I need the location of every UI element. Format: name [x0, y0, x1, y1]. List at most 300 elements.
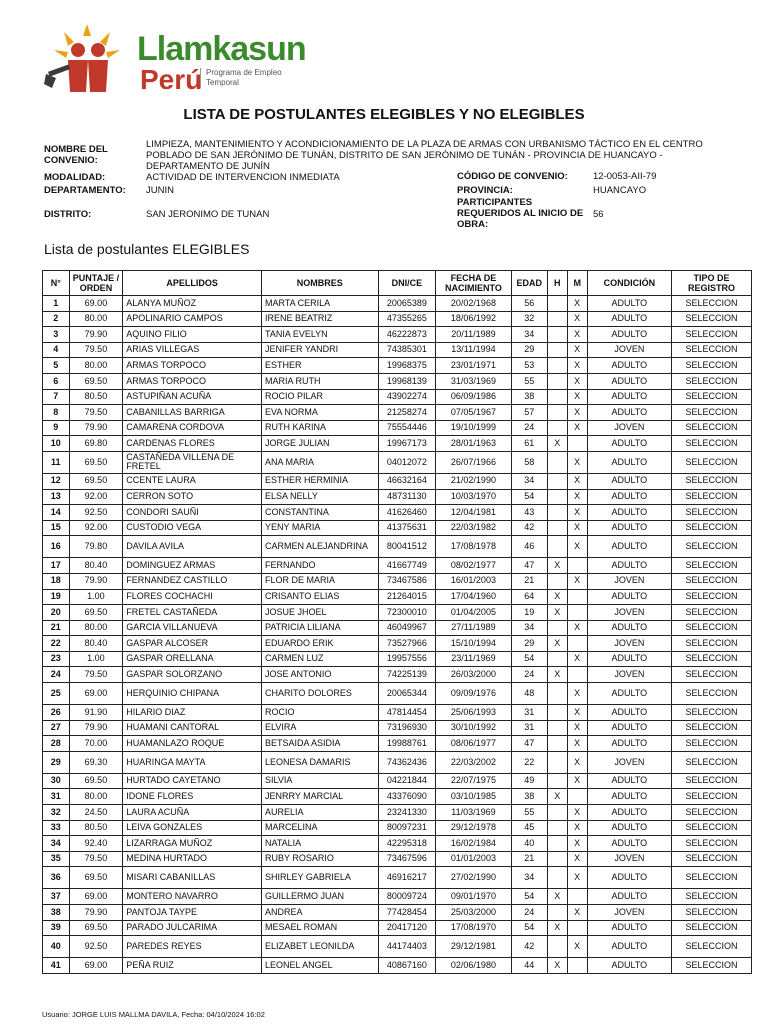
cell-fecha-nacimiento: 16/02/1984	[436, 836, 511, 852]
cell-dni: 40867160	[378, 958, 436, 974]
cell-nombres: GUILLERMO JUAN	[261, 889, 378, 905]
cell-nombres: CRISANTO ELIAS	[261, 589, 378, 605]
cell-tipo-registro: SELECCION	[672, 867, 752, 889]
table-row	[43, 436, 752, 452]
cell-h	[547, 805, 567, 821]
cell-puntaje: 79.50	[69, 851, 123, 867]
cell-puntaje: 92.00	[69, 520, 123, 536]
workers-emblem-icon	[42, 22, 132, 94]
cell-apellidos: HUARINGA MAYTA	[123, 751, 262, 773]
cell-apellidos: CUSTODIO VEGA	[123, 520, 262, 536]
cell-puntaje: 92.50	[69, 936, 123, 958]
cell-condicion: ADULTO	[587, 358, 671, 374]
cell-edad: 29	[511, 636, 547, 652]
cell-puntaje: 79.90	[69, 420, 123, 436]
table-row	[43, 651, 752, 667]
cell-row-num: 4	[43, 342, 70, 358]
table-row	[43, 405, 752, 421]
cell-h: X	[547, 667, 567, 683]
cell-dni: 46916217	[378, 867, 436, 889]
table-row	[43, 905, 752, 921]
cell-edad: 43	[511, 505, 547, 521]
logo-subtitle	[200, 68, 282, 88]
cell-h	[547, 836, 567, 852]
cell-h	[547, 651, 567, 667]
cell-fecha-nacimiento: 22/03/1982	[436, 520, 511, 536]
cell-h	[547, 936, 567, 958]
table-row	[43, 358, 752, 374]
cell-edad: 42	[511, 936, 547, 958]
cell-tipo-registro: SELECCION	[672, 520, 752, 536]
cell-m	[567, 789, 587, 805]
cell-condicion: JOVEN	[587, 420, 671, 436]
cell-puntaje: 79.90	[69, 327, 123, 343]
cell-tipo-registro: SELECCION	[672, 836, 752, 852]
cell-tipo-registro: SELECCION	[672, 851, 752, 867]
cell-edad: 54	[511, 489, 547, 505]
cell-condicion: ADULTO	[587, 327, 671, 343]
cell-edad: 38	[511, 789, 547, 805]
cell-apellidos: CARDENAS FLORES	[123, 436, 262, 452]
cell-dni: 74385301	[378, 342, 436, 358]
cell-fecha-nacimiento: 22/03/2002	[436, 751, 511, 773]
cell-fecha-nacimiento: 28/01/1963	[436, 436, 511, 452]
cell-edad: 40	[511, 836, 547, 852]
cell-edad: 45	[511, 820, 547, 836]
cell-edad: 54	[511, 920, 547, 936]
cell-tipo-registro: SELECCION	[672, 405, 752, 421]
cell-m: X	[567, 705, 587, 721]
provincia-label: PROVINCIA:	[457, 185, 513, 196]
cell-puntaje: 69.50	[69, 605, 123, 621]
cell-apellidos: GARCIA VILLANUEVA	[123, 620, 262, 636]
distrito-value: SAN JERONIMO DE TUNAN	[146, 209, 270, 220]
cell-apellidos: PAREDES REYES	[123, 936, 262, 958]
cell-fecha-nacimiento: 25/03/2000	[436, 905, 511, 921]
cell-tipo-registro: SELECCION	[672, 342, 752, 358]
cell-tipo-registro: SELECCION	[672, 620, 752, 636]
table-row	[43, 620, 752, 636]
cell-edad: 46	[511, 536, 547, 558]
table-row	[43, 683, 752, 705]
cell-h	[547, 473, 567, 489]
cell-tipo-registro: SELECCION	[672, 751, 752, 773]
cell-condicion: ADULTO	[587, 405, 671, 421]
table-row	[43, 473, 752, 489]
cell-m: X	[567, 905, 587, 921]
cell-puntaje: 79.90	[69, 905, 123, 921]
cell-condicion: JOVEN	[587, 905, 671, 921]
table-row	[43, 573, 752, 589]
table-body	[43, 296, 752, 974]
cell-h	[547, 520, 567, 536]
cell-apellidos: LEIVA GONZALES	[123, 820, 262, 836]
cell-m	[567, 636, 587, 652]
cell-edad: 49	[511, 773, 547, 789]
cell-row-num: 11	[43, 451, 70, 473]
cell-tipo-registro: SELECCION	[672, 651, 752, 667]
departamento-value: JUNIN	[146, 185, 174, 196]
cell-row-num: 26	[43, 705, 70, 721]
cell-puntaje: 69.50	[69, 451, 123, 473]
cell-dni: 75554446	[378, 420, 436, 436]
cell-dni: 19968375	[378, 358, 436, 374]
cell-nombres: PATRICIA LILIANA	[261, 620, 378, 636]
logo-peru: Perú	[140, 64, 203, 95]
cell-edad: 34	[511, 327, 547, 343]
cell-fecha-nacimiento: 08/02/1977	[436, 558, 511, 574]
cell-dni: 43376090	[378, 789, 436, 805]
cell-puntaje: 69.00	[69, 683, 123, 705]
cell-puntaje: 80.00	[69, 311, 123, 327]
cell-row-num: 2	[43, 311, 70, 327]
cell-h: X	[547, 958, 567, 974]
cell-apellidos: HUAMANLAZO ROQUE	[123, 736, 262, 752]
cell-row-num: 30	[43, 773, 70, 789]
cell-m: X	[567, 296, 587, 312]
cell-dni: 73467596	[378, 851, 436, 867]
cell-condicion: ADULTO	[587, 805, 671, 821]
cell-nombres: MARCELINA	[261, 820, 378, 836]
cell-fecha-nacimiento: 22/07/1975	[436, 773, 511, 789]
cell-dni: 19968139	[378, 373, 436, 389]
cell-m	[567, 605, 587, 621]
cell-row-num: 14	[43, 505, 70, 521]
cell-apellidos: CABANILLAS BARRIGA	[123, 405, 262, 421]
cell-fecha-nacimiento: 27/11/1989	[436, 620, 511, 636]
cell-nombres: EVA NORMA	[261, 405, 378, 421]
cell-tipo-registro: SELECCION	[672, 505, 752, 521]
cell-apellidos: ALANYA MUÑOZ	[123, 296, 262, 312]
cell-row-num: 9	[43, 420, 70, 436]
cell-edad: 64	[511, 589, 547, 605]
cell-puntaje: 80.00	[69, 789, 123, 805]
cell-apellidos: DOMINGUEZ ARMAS	[123, 558, 262, 574]
cell-dni: 43902274	[378, 389, 436, 405]
cell-edad: 22	[511, 751, 547, 773]
cell-condicion: ADULTO	[587, 867, 671, 889]
cell-m: X	[567, 327, 587, 343]
cell-tipo-registro: SELECCION	[672, 820, 752, 836]
cell-nombres: ROCIO PILAR	[261, 389, 378, 405]
cell-apellidos: LAURA ACUÑA	[123, 805, 262, 821]
cell-condicion: JOVEN	[587, 636, 671, 652]
cell-m: X	[567, 620, 587, 636]
cell-tipo-registro: SELECCION	[672, 683, 752, 705]
cell-condicion: JOVEN	[587, 342, 671, 358]
footer-user-date: Usuario: JORGE LUIS MALLMA DAVILA, Fecha: 04/10/2024 16:02	[42, 1010, 265, 1019]
table-row	[43, 311, 752, 327]
cell-apellidos: GASPAR SOLORZANO	[123, 667, 262, 683]
cell-dni: 04012072	[378, 451, 436, 473]
cell-m: X	[567, 405, 587, 421]
header-num: N°	[43, 271, 70, 296]
table-row	[43, 836, 752, 852]
cell-row-num: 6	[43, 373, 70, 389]
cell-apellidos: GASPAR ALCOSER	[123, 636, 262, 652]
table-row	[43, 296, 752, 312]
cell-condicion: ADULTO	[587, 389, 671, 405]
cell-apellidos: HURTADO CAYETANO	[123, 773, 262, 789]
cell-fecha-nacimiento: 17/08/1970	[436, 920, 511, 936]
cell-fecha-nacimiento: 17/08/1978	[436, 536, 511, 558]
cell-tipo-registro: SELECCION	[672, 573, 752, 589]
cell-m: X	[567, 851, 587, 867]
cell-apellidos: MONTERO NAVARRO	[123, 889, 262, 905]
cell-nombres: TANIA EVELYN	[261, 327, 378, 343]
cell-row-num: 3	[43, 327, 70, 343]
cell-nombres: JORGE JULIAN	[261, 436, 378, 452]
cell-tipo-registro: SELECCION	[672, 473, 752, 489]
cell-dni: 73527966	[378, 636, 436, 652]
cell-m: X	[567, 473, 587, 489]
cell-h	[547, 751, 567, 773]
cell-apellidos: CERRON SOTO	[123, 489, 262, 505]
participantes-label: PARTICIPANTES REQUERIDOS AL INICIO DE OBRA:	[457, 197, 584, 230]
cell-row-num: 8	[43, 405, 70, 421]
table-row	[43, 773, 752, 789]
cell-m: X	[567, 683, 587, 705]
cell-m: X	[567, 573, 587, 589]
cell-condicion: ADULTO	[587, 451, 671, 473]
cell-m: X	[567, 373, 587, 389]
cell-tipo-registro: SELECCION	[672, 373, 752, 389]
cell-condicion: ADULTO	[587, 705, 671, 721]
cell-fecha-nacimiento: 30/10/1992	[436, 720, 511, 736]
cell-apellidos: CONDORI SAUÑI	[123, 505, 262, 521]
cell-h	[547, 536, 567, 558]
cell-apellidos: CAMARENA CORDOVA	[123, 420, 262, 436]
cell-puntaje: 69.50	[69, 773, 123, 789]
cell-row-num: 34	[43, 836, 70, 852]
cell-condicion: ADULTO	[587, 589, 671, 605]
cell-m: X	[567, 736, 587, 752]
cell-puntaje: 24.50	[69, 805, 123, 821]
table-row	[43, 451, 752, 473]
codigo-label: CÓDIGO DE CONVENIO:	[457, 171, 568, 182]
cell-m	[567, 436, 587, 452]
cell-edad: 38	[511, 389, 547, 405]
cell-nombres: CARMEN LUZ	[261, 651, 378, 667]
cell-fecha-nacimiento: 12/04/1981	[436, 505, 511, 521]
cell-row-num: 5	[43, 358, 70, 374]
cell-edad: 57	[511, 405, 547, 421]
table-row	[43, 605, 752, 621]
cell-puntaje: 79.50	[69, 342, 123, 358]
cell-puntaje: 1.00	[69, 651, 123, 667]
table-row	[43, 958, 752, 974]
table-row	[43, 489, 752, 505]
cell-row-num: 22	[43, 636, 70, 652]
cell-condicion: JOVEN	[587, 751, 671, 773]
cell-fecha-nacimiento: 18/06/1992	[436, 311, 511, 327]
cell-fecha-nacimiento: 06/09/1986	[436, 389, 511, 405]
convenio-label: NOMBRE DEL CONVENIO:	[44, 144, 108, 166]
cell-condicion: ADULTO	[587, 720, 671, 736]
cell-puntaje: 80.40	[69, 558, 123, 574]
cell-row-num: 13	[43, 489, 70, 505]
cell-fecha-nacimiento: 29/12/1981	[436, 936, 511, 958]
cell-h: X	[547, 636, 567, 652]
cell-h: X	[547, 558, 567, 574]
cell-m: X	[567, 342, 587, 358]
cell-m: X	[567, 836, 587, 852]
cell-apellidos: PARADO JULCARIMA	[123, 920, 262, 936]
cell-h: X	[547, 589, 567, 605]
header-apellidos: APELLIDOS	[123, 271, 262, 296]
cell-condicion: ADULTO	[587, 505, 671, 521]
table-row	[43, 820, 752, 836]
cell-tipo-registro: SELECCION	[672, 773, 752, 789]
cell-h	[547, 489, 567, 505]
cell-condicion: ADULTO	[587, 311, 671, 327]
cell-h	[547, 867, 567, 889]
cell-row-num: 40	[43, 936, 70, 958]
cell-h	[547, 683, 567, 705]
cell-nombres: SHIRLEY GABRIELA	[261, 867, 378, 889]
cell-tipo-registro: SELECCION	[672, 558, 752, 574]
cell-h: X	[547, 436, 567, 452]
cell-h	[547, 358, 567, 374]
logo-subtitle-line1: Programa de Empleo	[206, 68, 282, 77]
cell-edad: 29	[511, 342, 547, 358]
cell-h	[547, 373, 567, 389]
logo-subtitle-line2: Temporal	[206, 78, 239, 87]
table-row	[43, 636, 752, 652]
cell-condicion: ADULTO	[587, 436, 671, 452]
cell-h	[547, 389, 567, 405]
cell-nombres: LEONEL ANGEL	[261, 958, 378, 974]
cell-m: X	[567, 489, 587, 505]
cell-fecha-nacimiento: 17/04/1960	[436, 589, 511, 605]
cell-tipo-registro: SELECCION	[672, 489, 752, 505]
cell-row-num: 27	[43, 720, 70, 736]
cell-condicion: ADULTO	[587, 620, 671, 636]
cell-row-num: 12	[43, 473, 70, 489]
cell-row-num: 20	[43, 605, 70, 621]
cell-puntaje: 80.00	[69, 620, 123, 636]
cell-condicion: ADULTO	[587, 683, 671, 705]
table-row	[43, 867, 752, 889]
cell-dni: 46222873	[378, 327, 436, 343]
cell-row-num: 25	[43, 683, 70, 705]
cell-row-num: 16	[43, 536, 70, 558]
cell-m: X	[567, 651, 587, 667]
cell-puntaje: 69.50	[69, 373, 123, 389]
cell-nombres: MARIA RUTH	[261, 373, 378, 389]
cell-fecha-nacimiento: 09/09/1976	[436, 683, 511, 705]
table-row	[43, 505, 752, 521]
cell-nombres: MESAEL ROMAN	[261, 920, 378, 936]
cell-fecha-nacimiento: 01/04/2005	[436, 605, 511, 621]
cell-apellidos: ASTUPIÑAN ACUÑA	[123, 389, 262, 405]
table-row	[43, 536, 752, 558]
cell-condicion: ADULTO	[587, 936, 671, 958]
cell-nombres: JOSE ANTONIO	[261, 667, 378, 683]
cell-row-num: 24	[43, 667, 70, 683]
cell-condicion: ADULTO	[587, 789, 671, 805]
provincia-value: HUANCAYO	[593, 185, 647, 196]
cell-edad: 34	[511, 473, 547, 489]
cell-dni: 41667749	[378, 558, 436, 574]
cell-row-num: 35	[43, 851, 70, 867]
cell-apellidos: FRETEL CASTAÑEDA	[123, 605, 262, 621]
cell-apellidos: CASTAÑEDA VILLENA DE FRETEL	[123, 451, 262, 473]
cell-dni: 80009724	[378, 889, 436, 905]
cell-nombres: ANDREA	[261, 905, 378, 921]
modalidad-value: ACTIVIDAD DE INTERVENCION INMEDIATA	[146, 172, 340, 183]
cell-puntaje: 69.50	[69, 473, 123, 489]
cell-edad: 55	[511, 373, 547, 389]
cell-edad: 31	[511, 705, 547, 721]
cell-apellidos: IDONE FLORES	[123, 789, 262, 805]
cell-tipo-registro: SELECCION	[672, 889, 752, 905]
cell-edad: 48	[511, 683, 547, 705]
cell-edad: 21	[511, 573, 547, 589]
cell-apellidos: MEDINA HURTADO	[123, 851, 262, 867]
cell-puntaje: 79.90	[69, 573, 123, 589]
cell-nombres: ELVIRA	[261, 720, 378, 736]
cell-dni: 20065344	[378, 683, 436, 705]
cell-dni: 73467586	[378, 573, 436, 589]
cell-tipo-registro: SELECCION	[672, 389, 752, 405]
cell-condicion: ADULTO	[587, 651, 671, 667]
cell-dni: 74362436	[378, 751, 436, 773]
cell-dni: 46632164	[378, 473, 436, 489]
convenio-value: LIMPIEZA, MANTENIMIENTO Y ACONDICIONAMIENTO DE LA PLAZA DE ARMAS CON URBANISMO TÁCTICO EN EL CENTRO POBLADO DE SAN JERÓNIMO DE TUNÁN, DISTRITO DE SAN JERÓNIMO DE TUNÁN - PROVINCIA DE HUANCAYO - DEPARTAMENTO DE JUNÍN	[146, 139, 703, 172]
header-puntaje: PUNTAJE / ORDEN	[69, 271, 123, 296]
cell-m: X	[567, 389, 587, 405]
cell-m: X	[567, 936, 587, 958]
cell-nombres: AURELIA	[261, 805, 378, 821]
table-row	[43, 889, 752, 905]
cell-m: X	[567, 751, 587, 773]
cell-row-num: 15	[43, 520, 70, 536]
cell-h	[547, 342, 567, 358]
table-row	[43, 420, 752, 436]
cell-h	[547, 405, 567, 421]
cell-row-num: 29	[43, 751, 70, 773]
cell-apellidos: ARMAS TORPOCO	[123, 373, 262, 389]
cell-m	[567, 558, 587, 574]
cell-nombres: ESTHER	[261, 358, 378, 374]
header-nombres: NOMBRES	[261, 271, 378, 296]
table-row	[43, 327, 752, 343]
cell-puntaje: 92.50	[69, 505, 123, 521]
cell-dni: 72300010	[378, 605, 436, 621]
cell-nombres: JENRRY MARCIAL	[261, 789, 378, 805]
participantes-value: 56	[593, 209, 604, 220]
table-row	[43, 520, 752, 536]
header-dni: DNI/CE	[378, 271, 436, 296]
distrito-label: DISTRITO:	[44, 209, 92, 220]
cell-edad: 53	[511, 358, 547, 374]
cell-tipo-registro: SELECCION	[672, 327, 752, 343]
cell-dni: 47814454	[378, 705, 436, 721]
table-row	[43, 373, 752, 389]
header-fecha-nacimiento: FECHA DE NACIMIENTO	[436, 271, 511, 296]
postulantes-table	[42, 270, 752, 974]
cell-apellidos: ARIAS VILLEGAS	[123, 342, 262, 358]
cell-fecha-nacimiento: 11/03/1969	[436, 805, 511, 821]
table-row	[43, 736, 752, 752]
cell-dni: 74225139	[378, 667, 436, 683]
table-row	[43, 751, 752, 773]
cell-m: X	[567, 505, 587, 521]
table-row	[43, 705, 752, 721]
cell-m: X	[567, 311, 587, 327]
logo-llamkasun: Llamkasun	[137, 30, 306, 68]
